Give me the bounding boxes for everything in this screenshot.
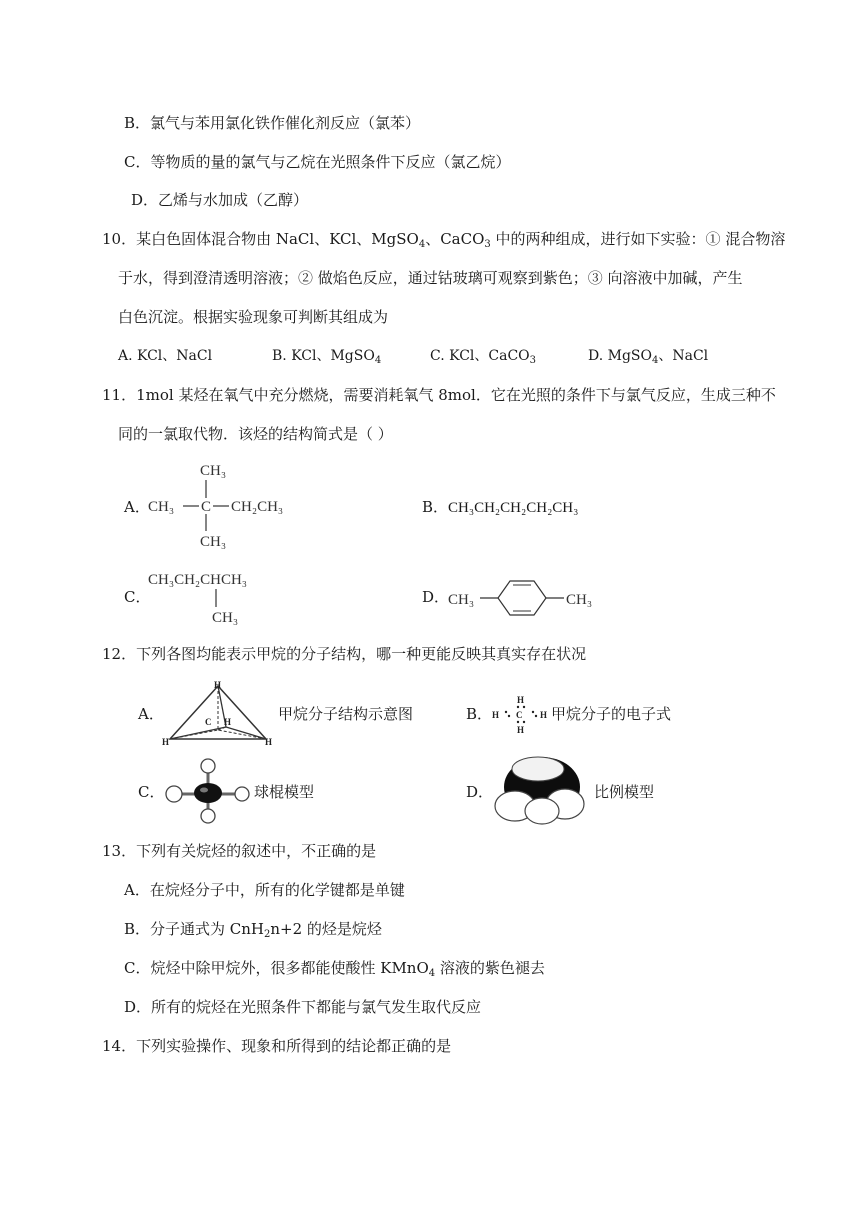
q11-c-main-chain: CH₃CH₂CHCH₃ [148,572,248,588]
q12-b-electron-dot [508,715,510,717]
q12-c-hydrogen-ball [235,787,249,801]
q12-option-d-label: D． [466,783,494,801]
q11-d-right-group: CH₃ [566,592,593,608]
q11-c-branch-group: CH₃ [212,610,239,626]
q14-stem: 14．下列实验操作、现象和所得到的结论都正确的是 [102,1037,452,1055]
q12-option-d-space-filling-model [488,753,592,827]
q12-option-d-caption: 比例模型 [594,783,655,801]
q12-b-atom-h: H [540,710,548,720]
q11-a-right-group: CH₂CH₃ [231,499,284,515]
q11-option-c-label: C． [124,588,151,606]
q11-option-d-structure [446,576,606,620]
q10-number: 10． [102,230,137,248]
q12-d-hydrogen-sphere [525,798,559,824]
q12-a-atom-h: H [162,737,170,747]
q11-option-b: B．CH₃CH₂CH₂CH₂CH₃ [422,498,579,516]
q12-c-hydrogen-ball [201,759,215,773]
q10-stem-line3: 白色沉淀。根据实验现象可判断其组成为 [118,308,389,326]
q12-b-electron-dot [535,715,537,717]
q12-c-hydrogen-ball [201,809,215,823]
q12-option-b-caption: 甲烷分子的电子式 [551,705,672,723]
q11-option-c-structure [145,565,285,629]
q12-a-atom-h: H [224,717,232,727]
q11-a-top-group: CH₃ [200,463,227,479]
q12-b-atom-c: C [516,710,523,720]
q13-option-a: A．在烷烃分子中，所有的化学键都是单键 [124,881,405,899]
q12-b-electron-dot [523,721,525,723]
q11-a-bottom-group: CH₃ [200,534,227,550]
q12-b-atom-h: H [517,695,525,705]
q10-stem-line1: 10．某白色固体混合物由 NaCl、KCl、MgSO$_4$、CaCO$_3$ 中的两种组成，进行如下实验：① 混合物溶 [102,230,786,250]
q11-option-d-label: D． [422,588,450,606]
q12-option-b-label: B． [466,705,493,723]
q12-option-c-caption: 球棍模型 [254,783,315,801]
q13-option-d: D．所有的烷烃在光照条件下都能与氯气发生取代反应 [124,998,482,1016]
q11-a-center-carbon: C [201,499,212,515]
q12-b-electron-dot [505,711,507,713]
q12-option-c-ball-stick-model [162,757,258,827]
q11-stem-line2: 同的一氯取代物．该烃的结构简式是（ ） [118,425,393,443]
q13-option-b: B．分子通式为 CnH$_2$n+2 的烃是烷烃 [124,920,382,940]
q12-stem: 12．下列各图均能表示甲烷的分子结构，哪一种更能反映其真实存在状况 [102,645,587,663]
q12-b-electron-dot [517,721,519,723]
q12-a-atom-h: H [214,680,222,690]
q12-option-c-label: C． [138,783,165,801]
q12-option-b-electron-formula [489,693,553,735]
q11-option-a-structure [145,457,305,553]
q11-d-left-group: CH₃ [448,592,475,608]
q9-option-b: B．氯气与苯用氯化铁作催化剂反应（氯苯） [124,114,421,132]
q10-option-b: B. KCl、MgSO$_4$ [272,348,382,366]
q12-a-atom-c: C [205,717,212,727]
q9-option-c: C．等物质的量的氯气与乙烷在光照条件下反应（氯乙烷） [124,153,511,171]
q11-d-benzene-ring [498,581,546,615]
q12-option-a-tetrahedron [162,677,276,749]
q11-option-a-label: A． [124,498,150,516]
q12-b-electron-dot [532,711,534,713]
q10-stem-line2: 于水，得到澄清透明溶液；② 做焰色反应，通过钴玻璃可观察到紫色；③ 向溶液中加碱，产生 [118,269,743,287]
q11-stem-line1: 11．1mol 某烃在氧气中充分燃烧，需要消耗氧气 8mol．它在光照的条件下与氯气反应，生成三种不 [102,386,776,404]
q12-a-atom-h: H [265,737,273,747]
q12-c-carbon-ball [194,783,222,803]
q12-b-electron-dot [523,706,525,708]
q13-stem: 13．下列有关烷烃的叙述中，不正确的是 [102,842,377,860]
q12-option-a-label: A． [138,705,164,723]
q10-option-d: D. MgSO$_4$、NaCl [588,348,709,366]
q13-option-c: C．烷烃中除甲烷外，很多都能使酸性 KMnO$_4$ 溶液的紫色褪去 [124,959,545,979]
q11-a-left-group: CH₃ [148,499,175,515]
q12-c-carbon-highlight [200,788,208,793]
q12-d-hydrogen-sphere [512,757,564,781]
q12-b-electron-dot [517,706,519,708]
q10-option-a: A. KCl、NaCl [118,348,213,364]
q12-b-atom-h: H [517,725,525,735]
q9-option-d: D．乙烯与水加成（乙醇） [131,191,309,209]
q12-b-atom-h: H [492,710,500,720]
q12-c-hydrogen-ball [166,786,182,802]
q12-option-a-caption: 甲烷分子结构示意图 [278,705,414,723]
q10-option-c: C. KCl、CaCO$_3$ [430,348,537,366]
